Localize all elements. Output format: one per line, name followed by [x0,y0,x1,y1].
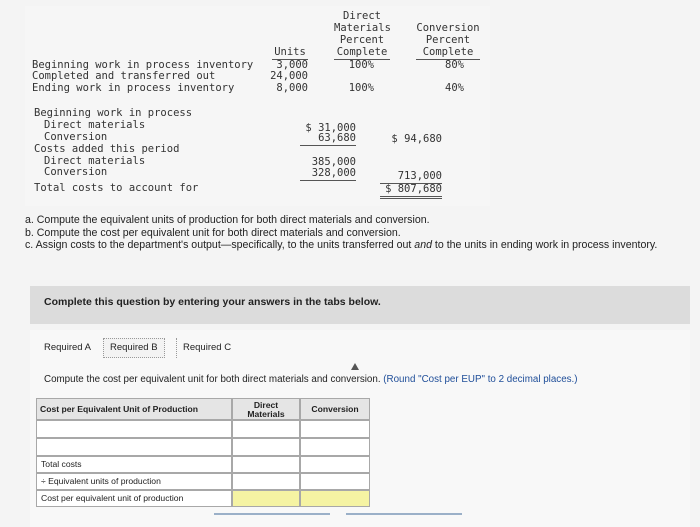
banner-text: Complete this question by entering your answers in the tabs below. [44,296,381,308]
dm-header-1: Direct [343,10,381,22]
row-bwip-dm: 100% [348,59,374,71]
cost-bwip-conv: 63,680 [300,133,356,146]
eup-dm-input[interactable] [232,473,300,490]
total-costs-dm-input[interactable] [232,456,300,473]
question-b: b. Compute the cost per equivalent unit for both direct materials and conversion. [25,226,401,239]
answer-col-conv-header: Conversion [300,398,370,420]
total-costs-label: Total costs [36,456,232,473]
rounding-note: (Round "Cost per EUP" to 2 decimal places.) [380,374,578,385]
nav-underline-1 [214,513,330,515]
row-completed-units: 24,000 [270,70,308,82]
total-costs-conv-input[interactable] [300,456,370,473]
mouse-cursor-icon [351,363,359,370]
cost-bwip-label: Beginning work in process [34,107,193,119]
cost-bwip-dm: $ 31,000 [305,122,356,134]
blank-row-1-conv-input[interactable] [300,420,370,438]
blank-row-1-dm-input[interactable] [232,420,300,438]
row-ewip-dm: 100% [348,82,374,94]
nav-underline-2 [346,513,462,515]
dm-header-2: Materials [334,22,391,34]
conv-header-3: Complete [422,46,474,58]
cost-added-conv: 328,000 [300,168,356,181]
cost-bwip-conv-label: Conversion [44,131,108,143]
blank-row-2-conv-input[interactable] [300,438,370,456]
blank-row-2-dm-input[interactable] [232,438,300,456]
cost-added-total: 713,000 [380,171,442,184]
conv-header-2: Percent [425,34,471,46]
eup-label: ÷ Equivalent units of production [36,473,232,490]
row-ewip-conv: 40% [445,82,464,94]
conv-header-1: Conversion [416,22,480,34]
cost-added-dm: 385,000 [311,156,356,168]
cost-bwip-dm-label: Direct materials [44,119,146,131]
row-ewip-units: 8,000 [276,82,308,94]
question-c [25,239,690,252]
question-c-tail: to the units in ending work in process inventory. [431,239,658,251]
answer-col-label-header: Cost per Equivalent Unit of Production [36,398,232,420]
instructions-banner [30,286,690,324]
cost-added-conv-label: Conversion [44,166,108,178]
question-c-text: c. Assign costs to the department's output—specifically, to the units transferred out [25,239,415,251]
cost-per-eup-label: Cost per equivalent unit of production [36,490,232,507]
answer-col-dm-header [232,398,300,420]
instruction-text [44,374,578,385]
row-bwip-units: 3,000 [276,59,308,71]
cost-bwip-total: $ 94,680 [391,133,442,145]
question-c-emphasis: and [414,239,432,251]
cost-added-label: Costs added this period [34,143,180,155]
tab-required-b[interactable]: Required B [103,338,165,358]
answer-col-dm-header-2: Materials [247,409,285,419]
blank-row-2-label-input[interactable] [36,438,232,456]
tab-required-a[interactable]: Required A [44,342,92,353]
cost-added-dm-label: Direct materials [44,155,146,167]
blank-row-1-label-input[interactable] [36,420,232,438]
answer-col-dm-header-1: Direct [253,400,279,410]
eup-conv-input[interactable] [300,473,370,490]
instruction-main: Compute the cost per equivalent unit for both direct materials and conversion. [44,374,381,385]
question-a: a. Compute the equivalent units of production for both direct materials and conversion. [25,214,430,226]
row-completed-label: Completed and transferred out [32,70,216,82]
row-bwip-conv: 80% [445,59,464,71]
cost-per-eup-dm-input[interactable] [232,490,300,507]
question-list [25,214,690,252]
dm-header-4: Complete [336,46,388,58]
cost-total-label: Total costs to account for [34,182,199,194]
cost-per-eup-conv-input[interactable] [300,490,370,507]
cost-grand-total: $ 807,680 [380,184,442,199]
units-header: Units [274,46,306,58]
dm-header-3: Percent [339,34,385,46]
row-ewip-label: Ending work in process inventory [32,82,235,94]
row-bwip-label: Beginning work in process inventory [32,59,254,71]
tab-required-c[interactable]: Required C [176,338,237,358]
